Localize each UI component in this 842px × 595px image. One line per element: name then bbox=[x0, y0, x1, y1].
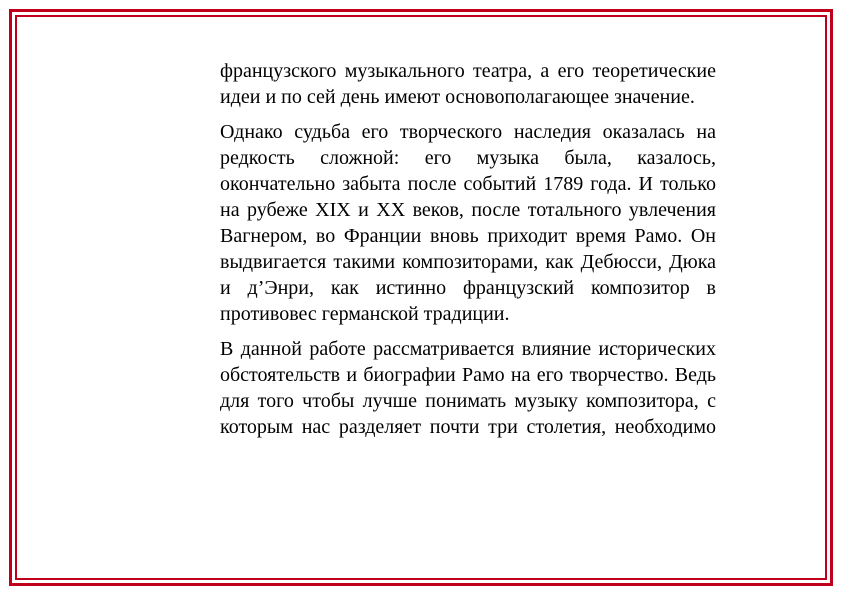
paragraph-1: французского музыкального театра, а его теоретические идеи и по сей день имеют основополагающее значение. bbox=[220, 60, 716, 108]
paragraph-2: Однако судьба его творческого наследия оказалась на редкость сложной: его музыка была, казалось, окончательно забыта после событий 1789 года. И только на рубеже XIX и XX веков, после тотального увлечения Вагнером, во Франции вновь приходит время Рамо. Он выдвигается такими композиторами, как Дебюсси, Дюка и д’Энри, как истинно французский композитор в противовес германской традиции. bbox=[220, 121, 716, 325]
document-text-block bbox=[220, 58, 716, 449]
paragraph-3: В данной работе рассматривается влияние исторических обстоятельств и биографии Рамо на его творчество. Ведь для того чтобы лучше понимать музыку композитора, с которым нас разделяет почти три столетия, необходимо bbox=[220, 338, 716, 438]
